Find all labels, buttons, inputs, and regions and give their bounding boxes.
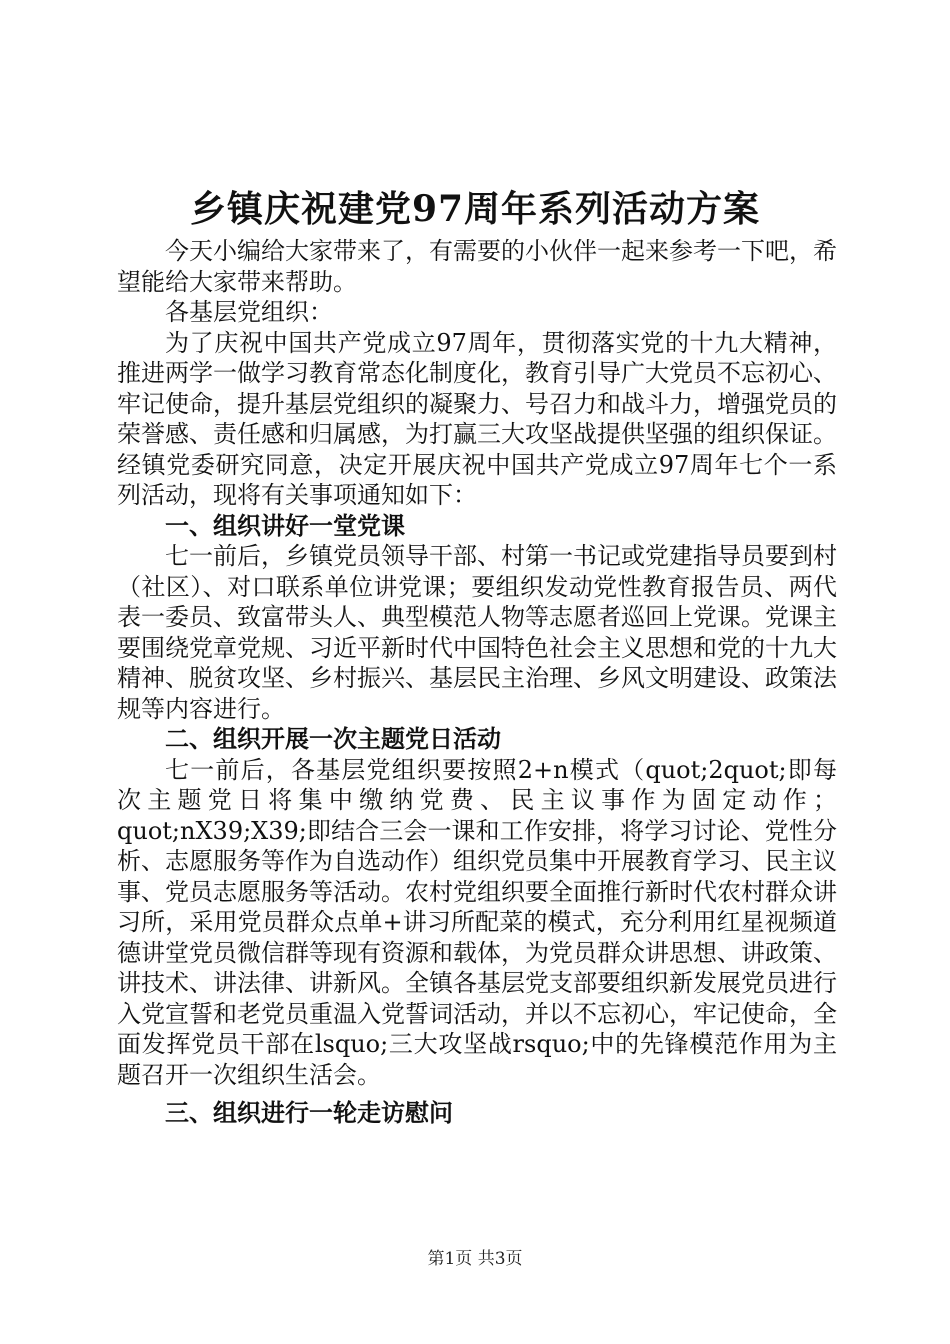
- document-title: 乡镇庆祝建党97周年系列活动方案: [189, 188, 761, 230]
- paragraph-section-1: 七一前后，乡镇党员领导干部、村第一书记或党建指导员要到村（社区）、对口联系单位讲党课；要组织发动党性教育报告员、两代表一委员、致富带头人、典型模范人物等志愿者巡回上党课。党课主要围绕党章党规、习近平新时代中国特色社会主义思想和党的十九大精神、脱贫攻坚、乡村振兴、基层民主治理、乡风文明建设、政策法规等内容进行。: [117, 542, 837, 723]
- paragraph-purpose: 为了庆祝中国共产党成立97周年，贯彻落实党的十九大精神，推进两学一做学习教育常态化制度化，教育引导广大党员不忘初心、牢记使命，提升基层党组织的凝聚力、号召力和战斗力，增强党员的荣誉感、责任感和归属感，为打赢三大攻坚战提供坚强的组织保证。经镇党委研究同意，决定开展庆祝中国共产党成立97周年七个一系列活动，现将有关事项通知如下：: [117, 328, 837, 509]
- document-body: [117, 236, 837, 1129]
- paragraph-salutation: 各基层党组织：: [165, 298, 333, 326]
- section-heading-3: 三、组织进行一轮走访慰问: [165, 1099, 453, 1127]
- paragraph-section-2: 七一前后，各基层党组织要按照2+n模式（quot;2quot;即每次主题党日将集中缴纳党费、民主议事作为固定动作；quot;nX39;X39;即结合三会一课和工作安排，将学习讨论、党性分析、志愿服务等作为自选动作）组织党员集中开展教育学习、民主议事、党员志愿服务等活动。农村党组织要全面推行新时代农村群众讲习所，采用党员群众点单+讲习所配菜的模式，充分利用红星视频道德讲堂党员微信群等现有资源和载体，为党员群众讲思想、讲政策、讲技术、讲法律、讲新风。全镇各基层党支部要组织新发展党员进行入党宣誓和老党员重温入党誓词活动，并以不忘初心，牢记使命，全面发挥党员干部在lsquo;三大攻坚战rsquo;中的先锋模范作用为主题召开一次组织生活会。: [117, 755, 837, 1089]
- section-heading-2: 二、组织开展一次主题党日活动: [165, 725, 501, 753]
- paragraph-intro: 今天小编给大家带来了，有需要的小伙伴一起来参考一下吧，希望能给大家带来帮助。: [117, 237, 837, 296]
- section-heading-1: 一、组织讲好一堂党课: [165, 511, 405, 540]
- page-footer: 第1页 共3页: [427, 1249, 523, 1269]
